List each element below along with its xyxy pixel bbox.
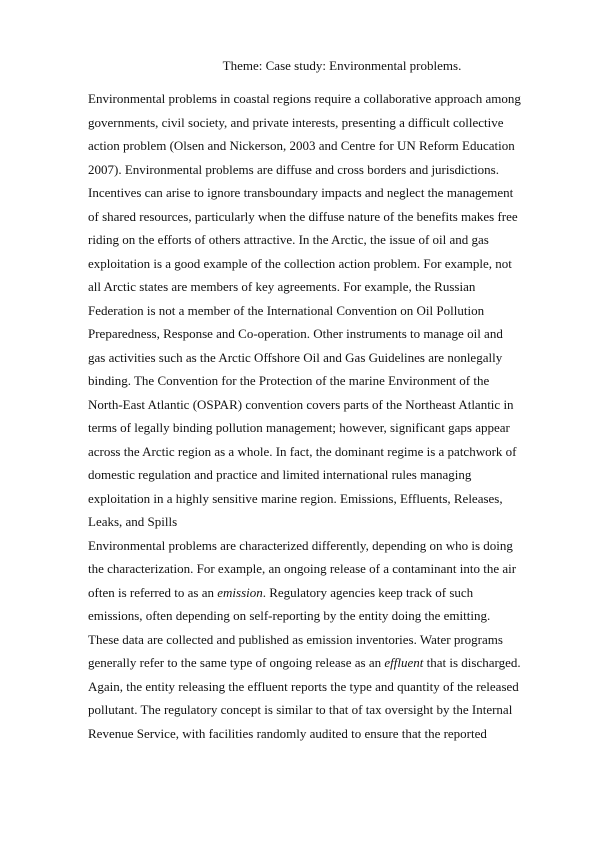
document-body [88,87,554,745]
body-line: Environmental problems in coastal regions require a collaborative approach among [88,91,521,106]
body-line: These data are collected and published as emission inventories. Water programs [88,631,503,647]
body-line: Federation is not a member of the International Convention on Oil Pollution [88,302,485,318]
body-line: pollutant. The regulatory concept is similar to that of tax oversight by the Internal [88,702,513,717]
body-line: across the Arctic region as a whole. In fact, the dominant regime is a patchwork of [88,443,517,459]
body-line: action problem (Olsen and Nickerson, 2003 and Centre for UN Reform Education [88,138,515,153]
section-heading-line: Leaks, and Spills [88,514,178,529]
body-line: domestic regulation and practice and limited international rules managing [88,467,472,482]
body-line: terms of legally binding pollution management; however, significant gaps appear [88,420,510,435]
body-line: of shared resources, particularly when the diffuse nature of the benefits makes free [88,208,518,224]
body-line: Preparedness, Response and Co-operation. Other instruments to manage oil and [88,326,503,341]
body-line: Environmental problems are characterized differently, depending on who is doing [88,537,513,553]
body-line: governments, civil society, and private interests, presenting a difficult collective [88,114,504,130]
body-line: riding on the efforts of others attractive. In the Arctic, the issue of oil and gas [88,232,489,247]
body-line: the characterization. For example, an ongoing release of a contaminant into the air [88,561,517,576]
text-run: that is discharged. [423,655,521,670]
body-line: North-East Atlantic (OSPAR) convention covers parts of the Northeast Atlantic in [88,396,514,412]
body-line: exploitation is a good example of the collection action problem. For example, not [88,255,512,271]
body-line-emission [88,581,554,605]
body-line: emissions, often depending on self-reporting by the entity doing the emitting. [88,608,491,623]
body-line: all Arctic states are members of key agreements. For example, the Russian [88,279,476,294]
italic-term-effluent: effluent [384,655,424,670]
body-line: Revenue Service, with facilities randomly audited to ensure that the reported [88,725,487,741]
document-title: Theme: Case study: Environmental problems. [222,58,462,73]
text-run: often is referred to as an [88,584,218,600]
body-line: exploitation in a highly sensitive marine region. Emissions, Effluents, Releases, [88,490,503,506]
text-run: generally refer to the same type of ongoing release as an [88,655,385,670]
body-line-effluent [88,651,554,675]
body-line: 2007). Environmental problems are diffuse and cross borders and jurisdictions. [88,161,499,177]
text-run: . Regulatory agencies keep track of such [262,584,474,600]
body-line: Again, the entity releasing the effluent reports the type and quantity of the released [88,678,519,694]
body-line: binding. The Convention for the Protection of the marine Environment of the [88,373,490,388]
body-line: Incentives can arise to ignore transboundary impacts and neglect the management [88,185,514,200]
body-line: gas activities such as the Arctic Offshore Oil and Gas Guidelines are nonlegally [88,349,503,365]
italic-term-emission: emission [217,584,263,600]
